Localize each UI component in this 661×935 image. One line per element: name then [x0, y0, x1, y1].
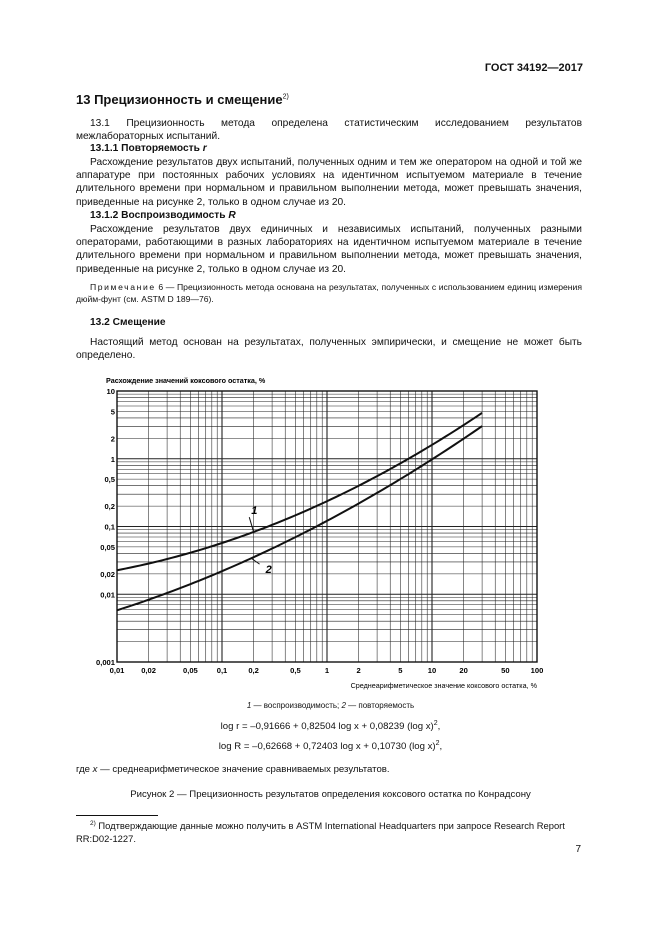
- x-tick-label: 0,02: [141, 666, 156, 675]
- paragraph-13-1-2: Расхождение результатов двух единичных и независимых испытаний, полученных разными операторами, работающими в разных лабораториях на идентичном испытуемом материале в течение длительного времени при нормальном и правильном выполнении метода, может превышать значения, приведенные на рисунке 2, только в одном случае из 20.: [76, 224, 582, 275]
- y-tick-label: 0,01: [100, 590, 115, 600]
- x-tick-label: 1: [324, 666, 330, 675]
- curve-label-leader: [251, 558, 259, 564]
- x-tick-label: 0,5: [290, 666, 301, 675]
- page-number: 7: [575, 844, 581, 855]
- heading-13-2: 13.2 Смещение: [90, 317, 166, 328]
- y-tick-label: 0,5: [104, 475, 115, 485]
- variable-definition: где x — среднеарифметическое значение сравниваемых результатов.: [76, 764, 390, 775]
- x-tick-label: 0,1: [216, 666, 228, 675]
- figure-legend: 1 — воспроизводимость; 2 — повторяемость: [246, 701, 415, 710]
- paragraph-13-2: Настоящий метод основан на результатах, полученных эмпирически, и смещение не может быть определено.: [76, 337, 582, 362]
- y-tick-label: 0,001: [95, 658, 115, 667]
- x-tick-label: 0,2: [248, 666, 259, 675]
- section-title: 13 Прецизионность и смещение$^{2)}$: [76, 92, 289, 107]
- x-tick-label: 2: [356, 666, 361, 675]
- x-tick-label: 0,05: [183, 666, 198, 675]
- x-tick-label: 5: [398, 666, 403, 675]
- y-tick-label: 0,1: [104, 522, 115, 532]
- note-6: Примечание 6 — Прецизионность метода основана на результатах, полученных с использованием единиц измерения дюйм-фунт (см. ASTM D 189—76).: [76, 282, 582, 304]
- footnote: $^{2)}$ Подтверждающие данные можно получить в ASTM International Headquarters при запросе Research Report RR:D02-1227.: [76, 820, 565, 844]
- y-tick-label: 0,02: [100, 569, 115, 579]
- formula-repeatability: log r = –0,91666 + 0,82504 log x + 0,08239 (log x)$^2$,: [220, 720, 441, 733]
- y-tick-label: 10: [106, 387, 115, 396]
- y-axis-title: Расхождение значений коксового остатка, %: [106, 376, 266, 385]
- x-tick-label: 10: [427, 666, 437, 675]
- y-tick-label: 1: [110, 454, 115, 464]
- footnote-separator: [76, 815, 158, 816]
- heading-13-1-1: 13.1.1 Повторяемость r: [90, 143, 207, 154]
- x-tick-label: 100: [530, 666, 544, 675]
- paragraph-13-1-1: Расхождение результатов двух испытаний, полученных одним и тем же оператором на одной и той же аппаратуре при постоянных рабочих условиях на идентичном испытуемом материале в течение длительного времени при нормальном и правильном выполнении метода, может превышать значения, приведенные на рисунке 2, только в одном случае из 20.: [76, 157, 582, 208]
- y-tick-label: 2: [110, 434, 115, 444]
- paragraph-13-1: 13.1 Прецизионность метода определена статистическим исследованием результатов межлабораторных испытаний.: [76, 118, 582, 143]
- footnote-ref[interactable]: 2): [282, 93, 289, 101]
- y-tick-label: 0,05: [100, 542, 115, 552]
- x-tick-label: 0,01: [109, 666, 125, 675]
- standard-header: ГОСТ 34192—2017: [484, 62, 583, 74]
- y-tick-label: 0,2: [104, 502, 115, 512]
- curve-label-2: 2: [265, 564, 272, 577]
- formula-reproducibility: log R = –0,62668 + 0,72403 log x + 0,10730 (log x)$^2$,: [218, 740, 443, 753]
- curve-label-1: 1: [251, 505, 258, 518]
- x-axis-title: Среднеарифметическое значение коксового остатка, %: [350, 681, 537, 690]
- heading-13-1-2: 13.1.2 Воспроизводимость R: [90, 210, 236, 221]
- x-tick-label: 20: [459, 666, 468, 675]
- x-tick-label: 50: [501, 666, 510, 675]
- figure-caption: Рисунок 2 — Прецизионность результатов определения коксового остатка по Конрадсону: [130, 789, 531, 800]
- y-tick-label: 5: [110, 407, 115, 417]
